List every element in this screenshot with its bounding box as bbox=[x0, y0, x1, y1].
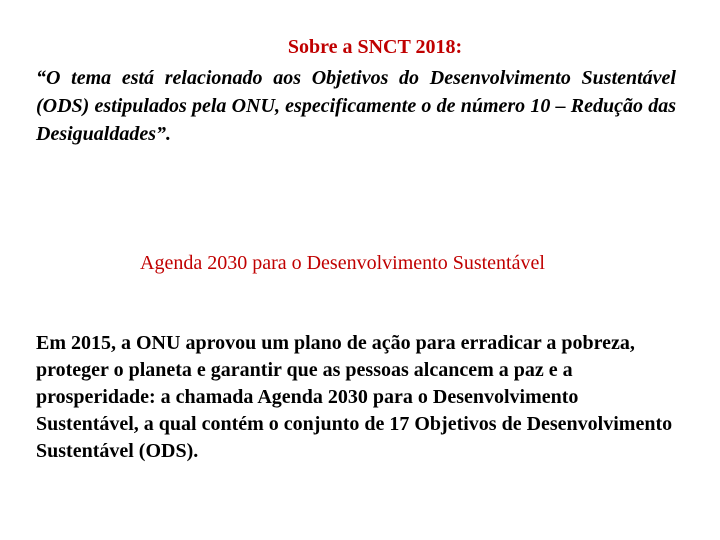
snct-quote: “O tema está relacionado aos Objetivos do Desenvolvimento Sustentável (ODS) estipulados pela ONU, especificamente o de número 10 – Redução das Desigualdades”. bbox=[36, 67, 676, 145]
snct-heading: Sobre a SNCT 2018: bbox=[287, 36, 463, 58]
agenda-heading: Agenda 2030 para o Desenvolvimento Sustentável bbox=[140, 252, 545, 274]
agenda-paragraph: Em 2015, a ONU aprovou um plano de ação para erradicar a pobreza, proteger o planeta e garantir que as pessoas alcancem a paz e a prosperidade: a chamada Agenda 2030 para o Desenvolvimento Sustentável, a qual contém o conjunto de 17 Objetivos de Desenvolvimento Sustentável (ODS). bbox=[36, 332, 673, 462]
